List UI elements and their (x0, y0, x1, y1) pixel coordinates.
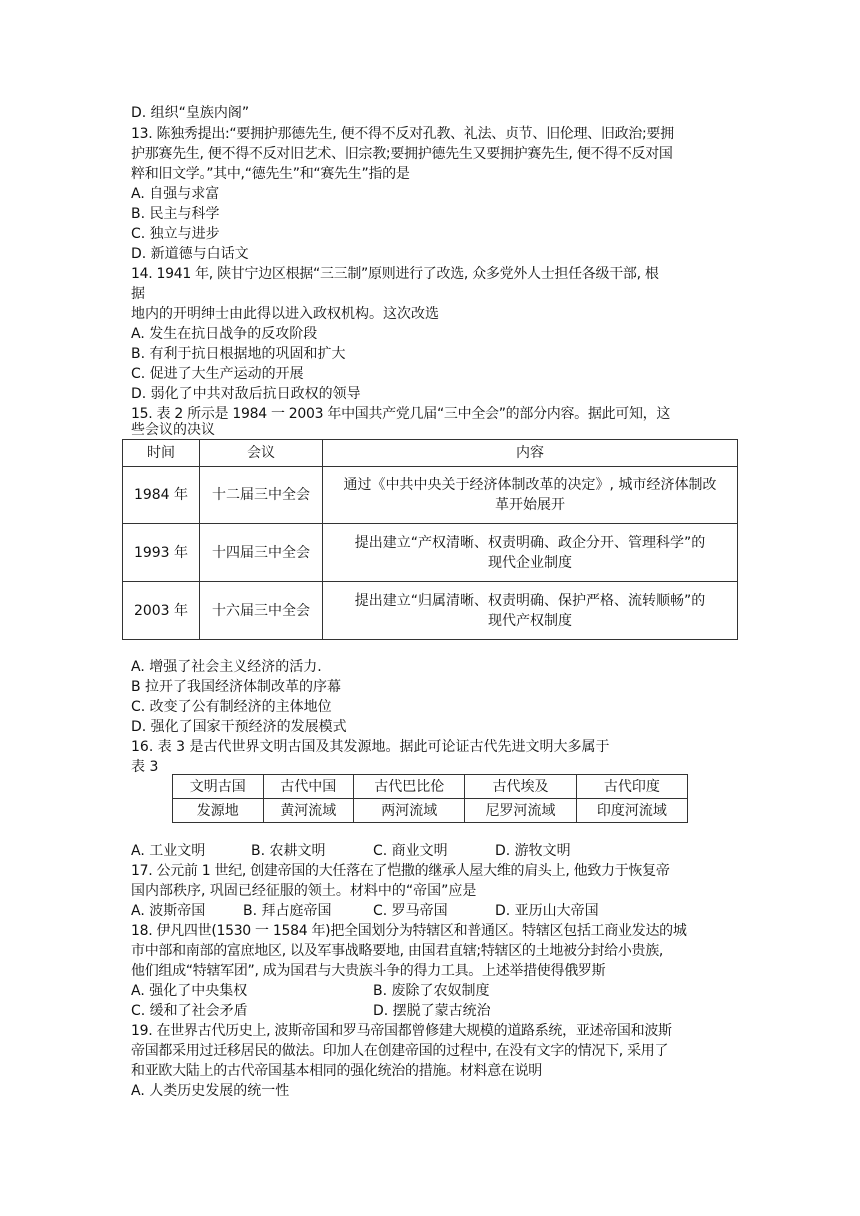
table-cell: 古代埃及 (465, 775, 576, 799)
q19-stem-line2: 帝国都采用过迁移居民的做法。印加人在创建帝国的过程中, 在没有文字的情况下, 采用了 (131, 1043, 669, 1059)
row-year: 2003 年 (123, 582, 200, 640)
q16-option-d: D. 游牧文明 (495, 843, 571, 859)
q16-option-b: B. 农耕文明 (251, 843, 326, 859)
q15-option-d: D. 强化了国家干预经济的发展模式 (131, 719, 347, 735)
row-content (323, 524, 738, 582)
q17-stem-line1: 17. 公元前 1 世纪, 创建帝国的大任落在了恺撒的继承人屋大维的肩头上, 他致力于恢复帝 (131, 863, 670, 879)
q17-option-c: C. 罗马帝国 (373, 903, 448, 919)
row-content-line2: 现代产权制度 (488, 612, 572, 629)
table-cell: 发源地 (173, 799, 264, 823)
q14-stem-line2: 据 (131, 286, 145, 302)
q13-option-b: B. 民主与科学 (131, 206, 220, 222)
row-content-line2: 现代企业制度 (488, 554, 572, 571)
q17-option-b: B. 拜占庭帝国 (243, 903, 332, 919)
q15-option-b: B 拉开了我国经济体制改革的序幕 (131, 679, 342, 695)
header-meeting: 会议 (200, 440, 323, 467)
q14-option-d: D. 弱化了中共对敌后抗日政权的领导 (131, 386, 361, 402)
table-row (123, 582, 738, 640)
q14-option-c: C. 促进了大生产运动的开展 (131, 366, 304, 382)
row-year: 1984 年 (123, 467, 200, 524)
q18-option-c: C. 缓和了社会矛盾 (131, 1003, 248, 1019)
header-content: 内容 (323, 440, 738, 467)
q13-option-c: C. 独立与进步 (131, 226, 220, 242)
row-meeting: 十二届三中全会 (200, 467, 323, 524)
q17-option-a: A. 波斯帝国 (131, 903, 206, 919)
q16-option-c: C. 商业文明 (373, 843, 448, 859)
table-row (173, 799, 688, 823)
q13-stem-line2: 护那赛先生, 便不得不反对旧艺术、旧宗教;要拥护德先生又要拥护赛先生, 便不得不反对国 (131, 146, 673, 162)
q18-stem-line2: 市中部和南部的富庶地区, 以及军事战略要地, 由国君直辖;特辖区的土地被分封给小贵族, (131, 943, 664, 959)
table-cell: 古代印度 (576, 775, 687, 799)
table-cell: 两河流域 (354, 799, 465, 823)
table-cell: 尼罗河流域 (465, 799, 576, 823)
q13-stem-line1: 13. 陈独秀提出:“要拥护那德先生, 便不得不反对孔教、礼法、贞节、旧伦理、旧政治;要拥 (131, 126, 674, 142)
row-meeting: 十六届三中全会 (200, 582, 323, 640)
q13-option-d: D. 新道德与白话文 (131, 246, 249, 262)
q17-option-d: D. 亚历山大帝国 (495, 903, 599, 919)
q14-stem-line3: 地内的开明绅士由此得以进入政权机构。这次改选 (131, 306, 439, 322)
q18-stem-line1: 18. 伊凡四世(1530 一 1584 年)把全国划分为特辖区和普通区。特辖区包括工商业发达的城 (131, 923, 687, 939)
table-3 (172, 774, 688, 823)
table-cell: 印度河流域 (576, 799, 687, 823)
q15-option-a: A. 增强了社会主义经济的活力. (131, 659, 322, 675)
table-row (123, 467, 738, 524)
q19-option-a: A. 人类历史发展的统一性 (131, 1083, 290, 1099)
header-time: 时间 (123, 440, 200, 467)
table-3-label: 表 3 (131, 759, 159, 775)
row-content-line1: 通过《中共中央关于经济体制改革的决定》, 城市经济体制改 (343, 477, 717, 493)
table-cell: 黄河流域 (263, 799, 354, 823)
q19-stem-line1: 19. 在世界古代历史上, 波斯帝国和罗马帝国都曾修建大规模的道路系统，亚述帝国和波斯 (131, 1023, 672, 1039)
table-row (173, 775, 688, 799)
q14-option-a: A. 发生在抗日战争的反攻阶段 (131, 326, 318, 342)
q16-stem: 16. 表 3 是古代世界文明古国及其发源地。据此可论证古代先进文明大多属于 (131, 739, 610, 755)
q18-option-a: A. 强化了中央集权 (131, 983, 248, 999)
row-meeting: 十四届三中全会 (200, 524, 323, 582)
q12-option-d: D. 组织“皇族内阁” (131, 105, 250, 121)
row-content (323, 582, 738, 640)
q14-stem-line1: 14. 1941 年, 陕甘宁边区根据“三三制”原则进行了改选, 众多党外人士担任各级干部, 根 (131, 266, 659, 282)
q17-stem-line2: 国内部秩序, 巩固已经征服的领土。材料中的“帝国”应是 (131, 883, 477, 899)
q15-option-c: C. 改变了公有制经济的主体地位 (131, 699, 332, 715)
row-content-line1: 提出建立“归属清晰、权责明确、保护严格、流转顺畅”的 (354, 592, 706, 609)
table-2 (122, 439, 738, 640)
row-content (323, 467, 738, 524)
q13-option-a: A. 自强与求富 (131, 186, 220, 202)
table-header-row (123, 440, 738, 467)
q15-stem-line1: 15. 表 2 所示是 1984 一 2003 年中国共产党几届“三中全会”的部分内容。据此可知，这 (131, 406, 671, 422)
q18-option-b: B. 废除了农奴制度 (373, 983, 490, 999)
table-cell: 古代巴比伦 (354, 775, 465, 799)
table-cell: 文明古国 (173, 775, 264, 799)
q14-option-b: B. 有利于抗日根据地的巩固和扩大 (131, 346, 346, 362)
q16-option-a: A. 工业文明 (131, 843, 206, 859)
row-content-line2: 革开始展开 (495, 497, 565, 513)
table-row (123, 524, 738, 582)
q15-stem-line2: 些会议的决议 (131, 422, 215, 438)
q13-stem-line3: 粹和旧文学。”其中,“德先生”和“赛先生”指的是 (131, 166, 410, 182)
q19-stem-line3: 和亚欧大陆上的古代帝国基本相同的强化统治的措施。材料意在说明 (131, 1063, 542, 1079)
q18-option-d: D. 摆脱了蒙古统治 (373, 1003, 491, 1019)
row-content-line1: 提出建立“产权清晰、权责明确、政企分开、管理科学”的 (354, 534, 706, 551)
q18-stem-line3: 他们组成“特辖军团”, 成为国君与大贵族斗争的得力工具。上述举措使得俄罗斯 (131, 963, 606, 979)
table-cell: 古代中国 (263, 775, 354, 799)
row-year: 1993 年 (123, 524, 200, 582)
